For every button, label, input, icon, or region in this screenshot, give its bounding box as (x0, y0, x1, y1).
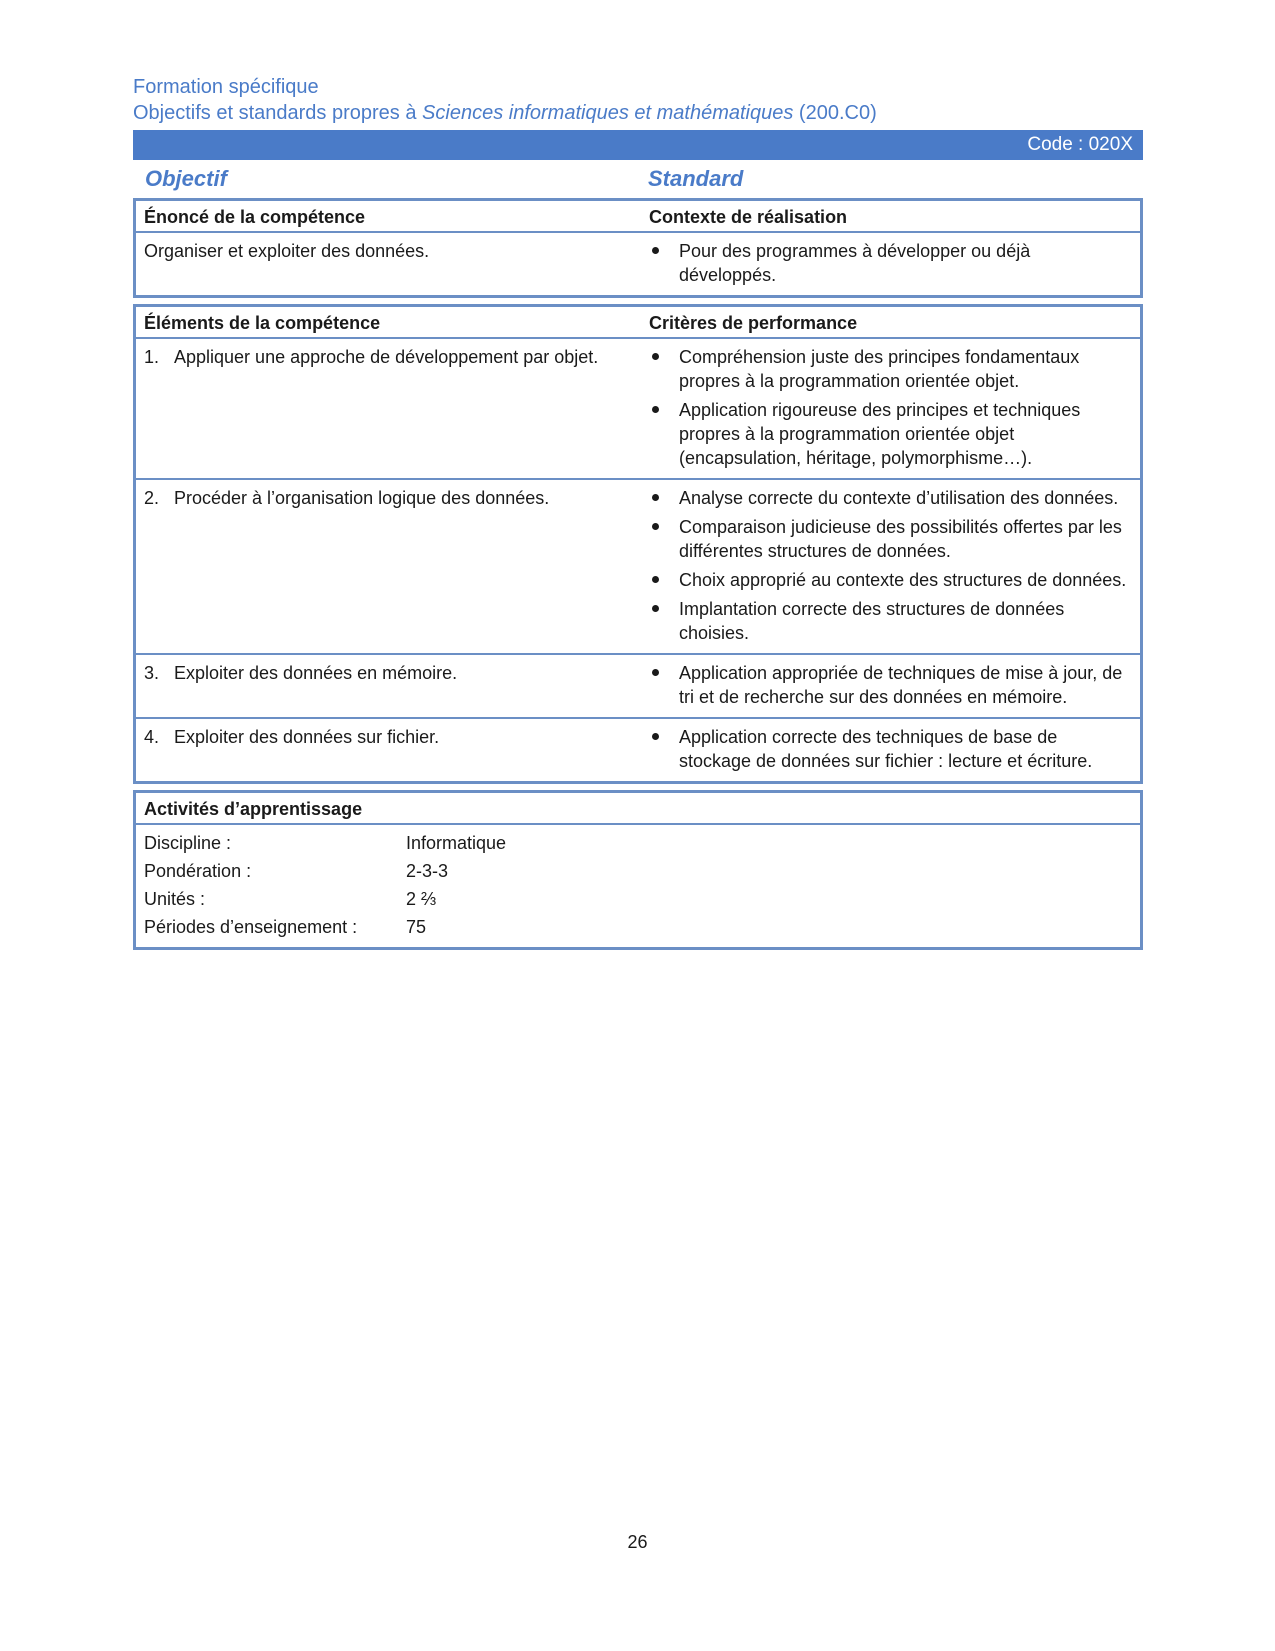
bullet-icon (649, 597, 679, 645)
competence-row (136, 233, 1140, 295)
activity-row-units (144, 885, 1132, 913)
subtitle-prefix: Objectifs et standards propres à (133, 102, 423, 124)
element-row (136, 719, 1140, 781)
bullet-icon (649, 515, 679, 563)
column-headings (133, 160, 1143, 198)
criterion-bullet (649, 597, 1132, 645)
element-text: Procéder à l’organisation logique des données. (174, 488, 550, 508)
learning-activities-box (133, 790, 1143, 950)
activity-row-periods (144, 913, 1132, 941)
criteria-heading: Critères de performance (649, 313, 858, 333)
objective-heading: Objectif (145, 166, 227, 191)
criterion-bullet (649, 568, 1132, 592)
element-item (144, 486, 633, 510)
competence-statement: Organiser et exploiter des données. (144, 241, 430, 261)
activity-value: 2-3-3 (406, 861, 449, 881)
page-number: 26 (627, 1532, 648, 1552)
criterion-text: Application correcte des techniques de base de stockage de données sur fichier : lecture et écriture. (679, 727, 1093, 771)
objectives-subtitle (133, 100, 1143, 130)
bullet-icon (649, 568, 679, 592)
element-number: 1. (144, 347, 160, 367)
competence-elements-box (133, 304, 1143, 784)
activities-heading: Activités d’apprentissage (144, 799, 363, 819)
activity-key: Périodes d’enseignement : (144, 917, 358, 937)
context-text: Pour des programmes à développer ou déjà développés. (679, 241, 1031, 285)
criterion-bullet (649, 515, 1132, 563)
criterion-text: Compréhension juste des principes fondamentaux propres à la programmation orientée objet. (679, 347, 1080, 391)
criterion-text: Comparaison judicieuse des possibilités offertes par les différentes structures de données. (679, 517, 1122, 561)
element-row (136, 655, 1140, 719)
activity-key: Discipline : (144, 833, 232, 853)
activity-value: Informatique (406, 833, 507, 853)
activity-key: Unités : (144, 889, 206, 909)
bullet-icon (649, 345, 679, 393)
criterion-text: Application appropriée de techniques de mise à jour, de tri et de recherche sur des données en mémoire. (679, 663, 1123, 707)
bullet-icon (649, 239, 679, 287)
criterion-bullet (649, 725, 1132, 773)
element-item (144, 725, 633, 749)
element-text: Exploiter des données sur fichier. (174, 727, 440, 747)
bullet-icon (649, 486, 679, 510)
element-number: 3. (144, 663, 160, 683)
element-item (144, 345, 633, 369)
activities-details (136, 825, 1140, 947)
activity-row-discipline (144, 829, 1132, 857)
criterion-bullet (649, 398, 1132, 470)
criterion-text: Analyse correcte du contexte d’utilisation des données. (679, 488, 1119, 508)
activity-value: 2 ⅔ (406, 889, 437, 909)
element-item (144, 661, 633, 685)
element-number: 4. (144, 727, 160, 747)
elements-heading: Éléments de la compétence (144, 313, 381, 333)
criterion-text: Choix approprié au contexte des structures de données. (679, 570, 1127, 590)
criterion-text: Application rigoureuse des principes et techniques propres à la programmation orientée objet (encapsulation, héritage, polymorphisme…). (679, 400, 1081, 468)
criterion-text: Implantation correcte des structures de données choisies. (679, 599, 1065, 643)
code-bar (133, 130, 1143, 160)
context-bullet (649, 239, 1132, 287)
bullet-icon (649, 725, 679, 773)
context-heading: Contexte de réalisation (649, 207, 848, 227)
activity-key: Pondération : (144, 861, 252, 881)
program-code: (200.C0) (793, 102, 877, 124)
criterion-bullet (649, 661, 1132, 709)
activity-value: 75 (406, 917, 427, 937)
document-page (133, 74, 1143, 956)
bullet-icon (649, 661, 679, 709)
element-row (136, 339, 1140, 480)
context-cell (641, 233, 1140, 295)
statement-heading: Énoncé de la compétence (144, 207, 366, 227)
element-text: Appliquer une approche de développement par objet. (174, 347, 599, 367)
standard-heading: Standard (648, 166, 744, 191)
elements-box-header (136, 307, 1140, 339)
competency-code: Code : 020X (1027, 134, 1133, 155)
program-name: Sciences informatiques et mathématiques (422, 102, 794, 124)
competence-statement-box (133, 198, 1143, 298)
element-number: 2. (144, 488, 160, 508)
activities-box-header (136, 793, 1140, 825)
element-text: Exploiter des données en mémoire. (174, 663, 458, 683)
competence-box-header (136, 201, 1140, 233)
activity-row-weighting (144, 857, 1132, 885)
criterion-bullet (649, 486, 1132, 510)
section-title: Formation spécifique (133, 76, 319, 98)
criterion-bullet (649, 345, 1132, 393)
bullet-icon (649, 398, 679, 470)
element-row (136, 480, 1140, 655)
